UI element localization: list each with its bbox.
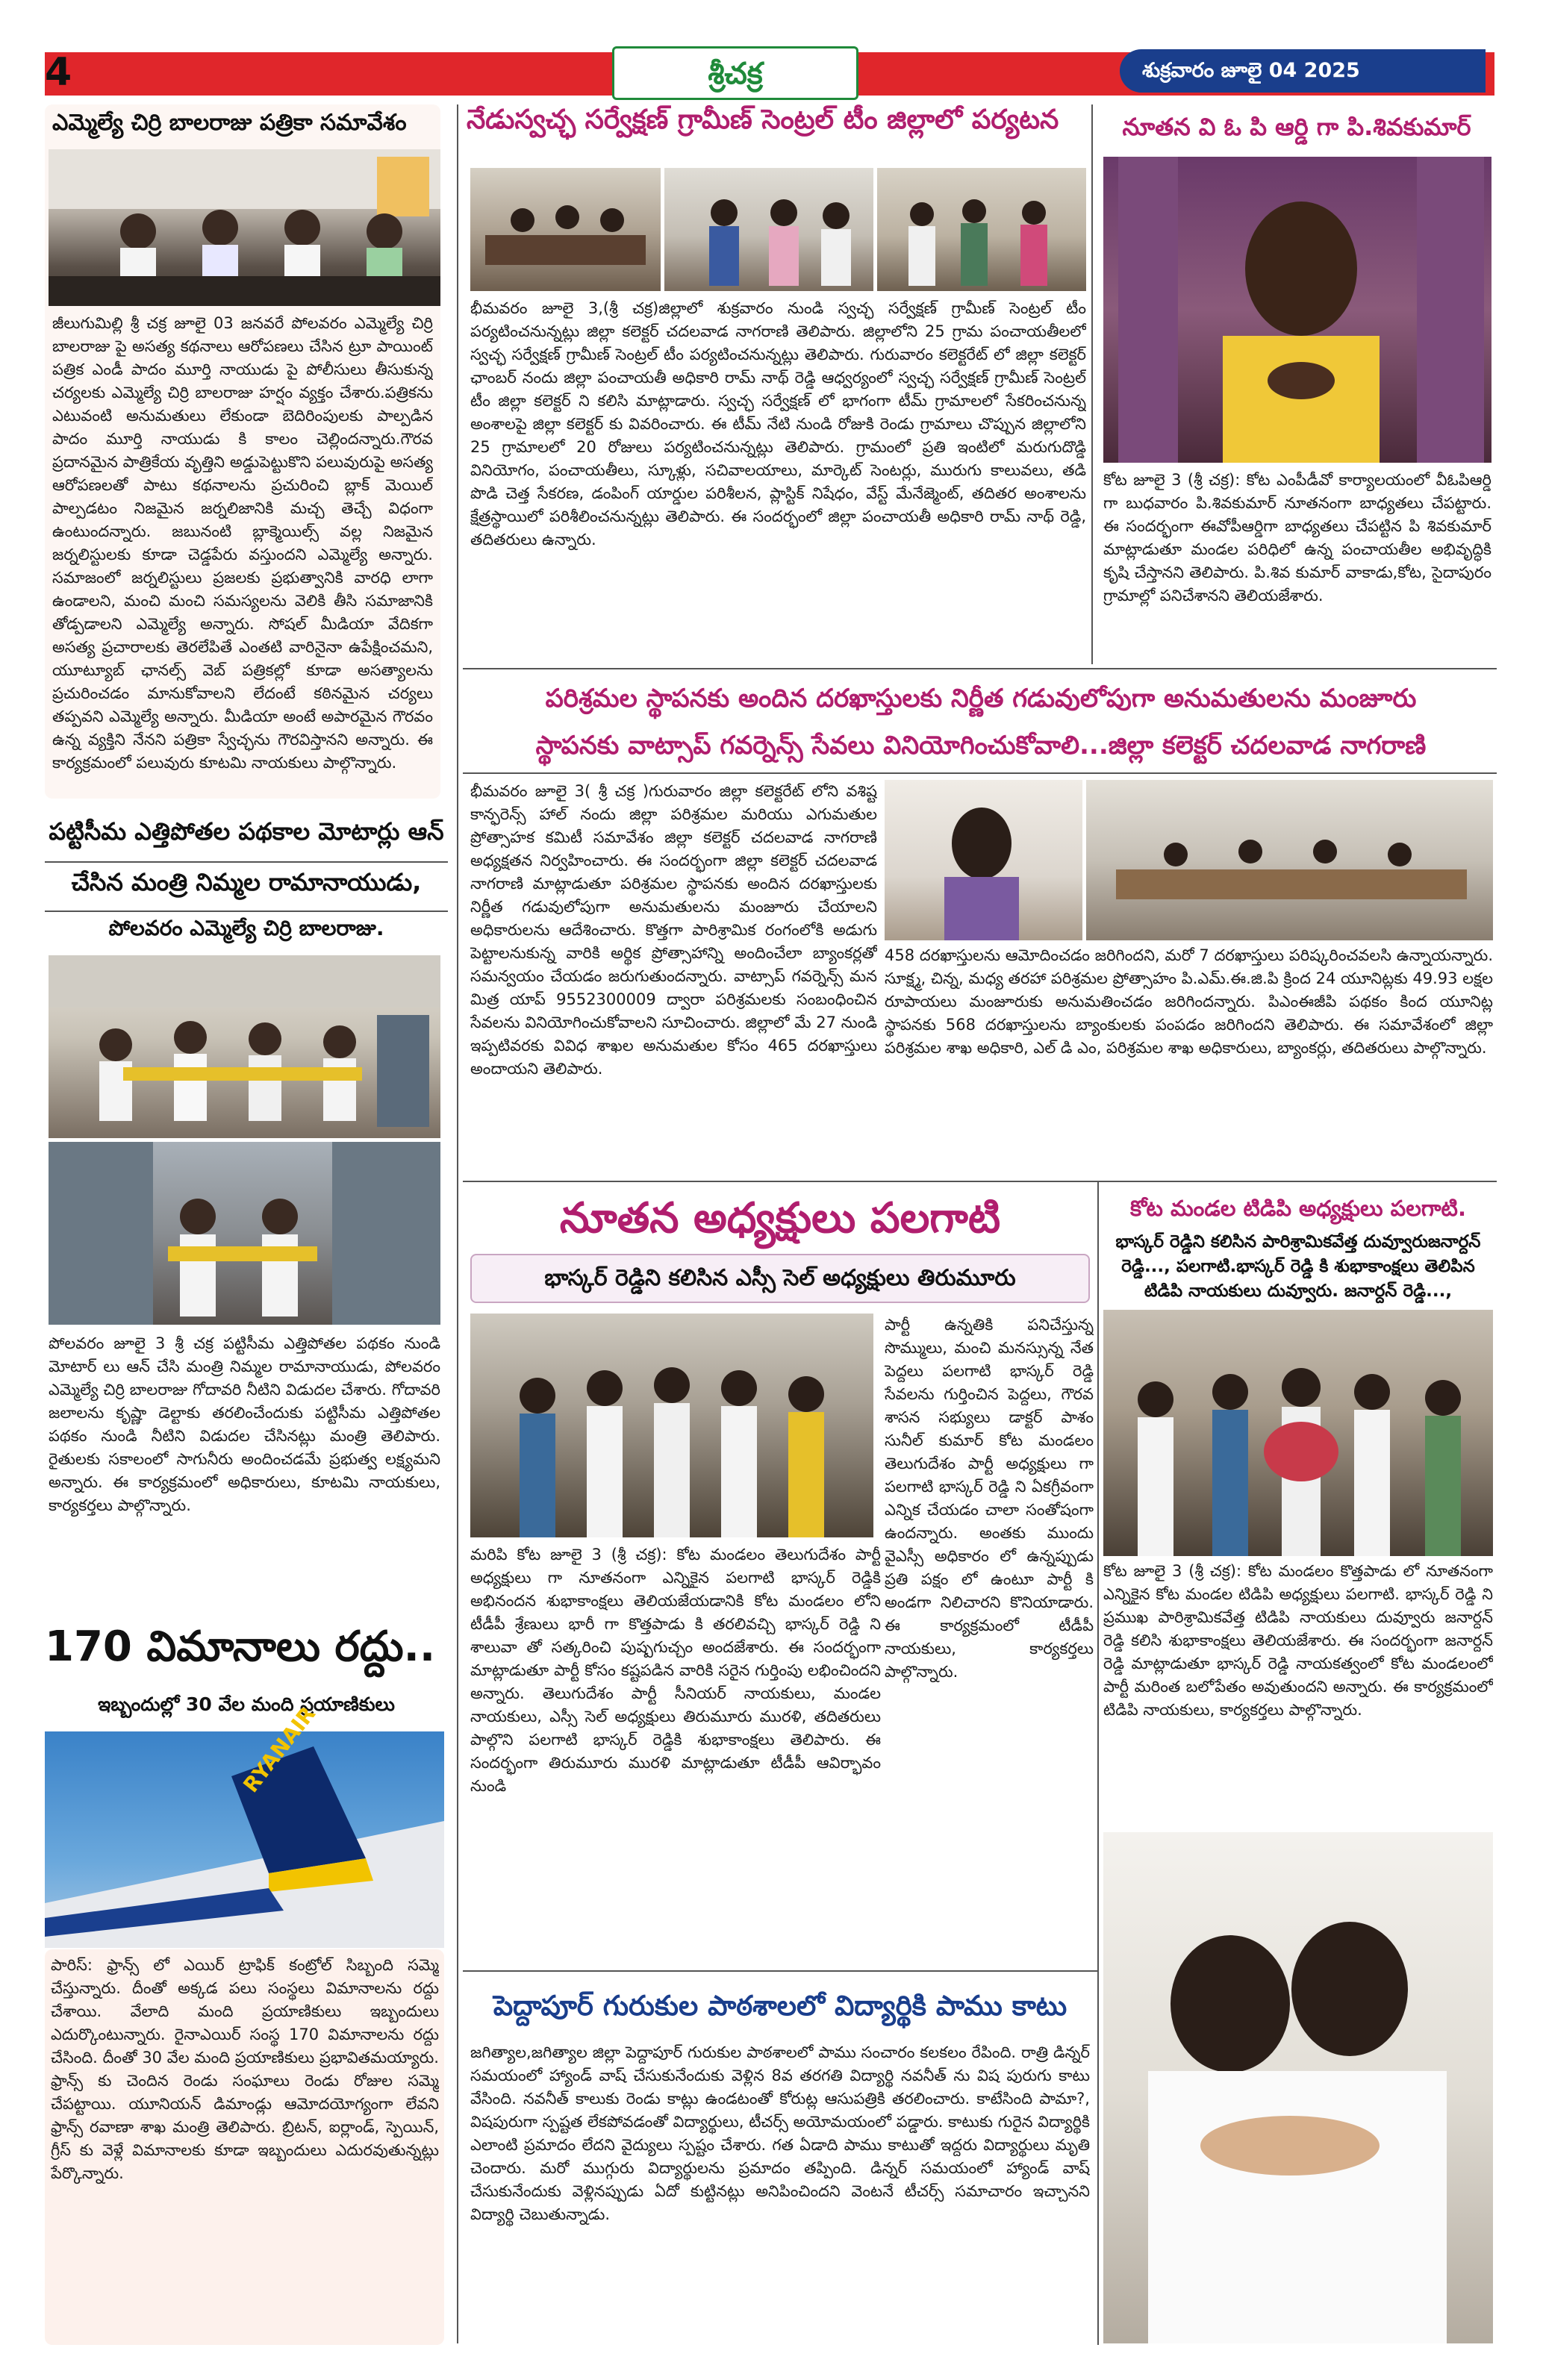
felicitation-illustration	[1103, 1310, 1493, 1556]
pattiseema-photo-1	[49, 955, 440, 1138]
central-team-illustration-1	[470, 168, 661, 291]
greeting-illustration	[470, 1314, 873, 1537]
headline: నూతన అధ్యక్షులు పలగాటి	[559, 1194, 1001, 1243]
masthead-logo: శ్రీచక్ర	[708, 56, 763, 91]
divider	[463, 1970, 1097, 1972]
headline: 170 విమానాలు రద్దు..	[45, 1623, 436, 1671]
headline-line-2: స్థాపనకు వాట్సాప్ గవర్నెన్స్ సేవలు వినియోగించుకోవాలి...జిల్లా కలెక్టర్ చదలవాడ నాగరాణి	[535, 731, 1427, 760]
headline: పెద్దాపూర్ గురుకుల పాఠశాలలో విద్యార్థికి పాము కాటు	[493, 1990, 1067, 2022]
article-body: భీమవరం జూలై 3( శ్రీ చక్ర )గురువారం జిల్లా కలెక్టరేట్ లోని వశిష్ట కాన్ఫరెన్స్ హాల్ నందు జిల్లా పరిశ్రమల మరియు ఎగుమతుల ప్రోత్సాహక కమిటీ సమావేశం జిల్లా కలెక్టర్ చదలవాడ నాగరాణి అధ్యక్షతన నిర్వహించారు. ఈ సందర్భంగా జిల్లా కలెక్టర్ చదలవాడ నాగరాణి మాట్లాడుతూ పరిశ్రమల స్థాపనకు అందిన దరఖాస్తులకు నిర్ణీత గడువులోపుగా అనుమతులను మంజూరు చేయాలని అధికారులను ఆదేశించారు. కొత్తగా పారిశ్రామిక రంగంలోకి అడుగు పెట్టాలనుకున్న వారికి అర్థిక ప్రోత్సాహాన్ని అందించేలా బ్యాంకర్లతో సమన్వయం చేయడం జరుగుతుందన్నారు. వాట్సాప్ గవర్నెన్స్ మన మిత్ర యాప్ 9552300009 ద్వారా పరిశ్రమలకు సంబంధించిన సేవలను వినియోగించుకోవాలని సూచించారు. జిల్లాలో మే 27 నుండి ఇప్పటివరకు వివిధ శాఖల అనుమతుల కోసం 465 దరఖాస్తులు అందాయని తెలిపారు.	[470, 782, 877, 1078]
siva-kumar-illustration	[1103, 157, 1491, 463]
article-body: జగిత్యాల,జగిత్యాల జిల్లా పెద్దాపూర్ గురుకుల పాఠశాలలో పాము సంచారం కలకలం రేపింది. రాత్రి డిన్నర్ సమయంలో హ్యాండ్ వాష్ చేసుకునేందుకు వెళ్లిన 8వ తరగతి విద్యార్థి నవనీత్ ను విష పురుగు కాటు వేసింది. నవనీత్ కాలుకు రెండు కాట్లు ఉండటంతో కోరుట్ల ఆసుపత్రికి తరలించారు. కాటేసింది పామా?, విషపురుగా స్పష్టత లేకపోవడంతో విద్యార్థులు, టీచర్స్ అయోమయంలో పడ్డారు. కాటుకు గురైన విద్యార్థికి ఎలాంటి ప్రమాదం లేదని వైద్యులు స్పష్టం చేశారు. గత ఏడాది పాము కాటుతో ఇద్దరు విద్యార్థులు మృతి చెందారు. మరో ముగ్గురు విద్యార్థులను ప్రమాదం తప్పింది. డిన్నర్ సమయంలో హ్యాండ్ వాష్ చేసుకునేందుకు వెళ్లినప్పుడు ఏదో కుట్టినట్లు అనిపించిందని వెంటనే టీచర్స్ సమాచారం ఇచ్చానని విద్యార్థి చెబుతున్నాడు.	[470, 2043, 1090, 2223]
embrace-photo	[1103, 1832, 1493, 2343]
central-team-photo-2	[664, 168, 873, 291]
divider	[45, 861, 448, 863]
siva-kumar-photo	[1103, 157, 1491, 463]
deck: భాస్కర్ రెడ్డిని కలిసిన పారిశ్రామికవేత్త దువ్వూరుజనార్దన్ రెడ్డి..., పలగాటి.భాస్కర్ రెడ్డి కి శుభాకాంక్షలు తెలిపిన టిడిపి నాయకులు దువ్వూరు. జనార్దన్ రెడ్డి...,	[1115, 1232, 1481, 1301]
greeting-photo	[470, 1314, 873, 1537]
headline-line-2: చేసిన మంత్రి నిమ్మల రామానాయుడు,	[71, 869, 422, 896]
headline: ఎమ్మెల్యే చిర్రి బాలరాజు పత్రికా సమావేశం	[52, 110, 407, 136]
divider	[463, 668, 1497, 669]
press-meet-photo	[49, 149, 440, 306]
felicitation-photo	[1103, 1310, 1493, 1556]
article-body: కోట జూలై 3 (శ్రీ చక్ర): కోట మండలం కొత్తపాడు లో నూతనంగా ఎన్నికైన కోట మండల టిడిపి అధ్యక్షులు పలగాటి. భాస్కర్ రెడ్డి ని ప్రముఖ పారిశ్రామికవేత్త టిడిపి నాయకులు దువ్వూరు జనార్దన్ రెడ్డి కలిసి శుభాకాంక్షలు తెలియజేశారు. ఈ సందర్భంగా జనార్దన్ రెడ్డి మాట్లాడుతూ భాస్కర్ రెడ్డి నాయకత్వంలో కోట మండలంలో పార్టీ మరింత బలోపేతం అవుతుందని అన్నారు. ఈ కార్యక్రమంలో టిడిపి నాయకులు, కార్యకర్తలు పాల్గొన్నారు.	[1103, 1562, 1493, 1719]
article-body: 458 దరఖాస్తులను ఆమోదించడం జరిగిందని, మరో 7 దరఖాస్తులు పరిష్కరించవలసి ఉన్నాయన్నారు. సూక్ష్మ, చిన్న, మధ్య తరహా పరిశ్రమల ప్రోత్సాహం పి.ఎమ్.ఈ.జి.పి క్రింద 24 యూనిట్లకు 49.93 లక్షల రూపాయలు మంజూరుకు అనుమతించడం జరిగిందన్నారు. పిఎంఈజీపి పథకం కింద యూనిట్ల స్థాపనకు 568 దరఖాస్తులను బ్యాంకులకు పంపడం జరిగిందని తెలిపారు. ఈ సమావేశంలో జిల్లా పరిశ్రమల శాఖ అధికారి, ఎల్ డి ఎం, పరిశ్రమల శాఖ అధికారులు, బ్యాంకర్లు, తదితరులు పాల్గొన్నారు.	[885, 946, 1493, 1057]
meeting-hall-photo	[1086, 780, 1493, 940]
central-team-photo-3	[877, 168, 1086, 291]
article-body: పోలవరం జూలై 3 శ్రీ చక్ర పట్టిసీమ ఎత్తిపోతల పథకం నుండి మోటార్ లు ఆన్ చేసి మంత్రి నిమ్మల రామానాయుడు, పోలవరం ఎమ్మెల్యే చిర్రి బాలరాజు గోదావరి నీటిని విడుదల చేశారు. గోదావరి జలాలను కృష్ణా డెల్టాకు తరలించేందుకు పట్టిసీమ ఎత్తిపోతల పథకం నుండి నీటిని విడుదల చేసినట్లు మంత్రి తెలిపారు. రైతులకు సకాలంలో సాగునీరు అందించడమే ప్రభుత్వ లక్ష్యమని అన్నారు. ఈ కార్యక్రమంలో అధికారులు, కూటమి నాయకులు, కార్యకర్తలు పాల్గొన్నారు.	[49, 1334, 440, 1514]
divider	[45, 911, 448, 912]
airline-name: RYANAIR	[238, 1702, 321, 1798]
central-team-photo-1	[470, 168, 661, 291]
collector-illustration	[885, 780, 1082, 940]
central-team-illustration-3	[877, 168, 1086, 291]
subhead: భాస్కర్ రెడ్డిని కలిసిన ఎస్సీ సెల్ అధ్యక్షులు తిరుమూరు	[544, 1265, 1016, 1291]
pattiseema-illustration-1	[49, 955, 440, 1138]
divider	[463, 1181, 1497, 1182]
headline: నేడుస్వచ్ఛ సర్వేక్షణ్ గ్రామీణ్ సెంట్రల్ టీం జిల్లాలో పర్యటన	[467, 104, 1059, 135]
collector-photo	[885, 780, 1082, 940]
column-divider	[457, 104, 458, 2343]
pattiseema-illustration-2	[49, 1142, 440, 1325]
press-meet-illustration	[49, 149, 440, 306]
headline-line-3: పోలవరం ఎమ్మెల్యే చిర్రి బాలరాజు.	[108, 916, 384, 940]
masthead-date: శుక్రవారం జూలై 04 2025	[1142, 59, 1360, 82]
headline-line-1: పరిశ్రమల స్థాపనకు అందిన దరఖాస్తులకు నిర్ణీత గడువులోపుగా అనుమతులను మంజూరు	[545, 684, 1417, 713]
subhead: ఇబ్బందుల్లో 30 వేల మంది ప్రయాణికులు	[98, 1694, 395, 1715]
pattiseema-photo-2	[49, 1142, 440, 1325]
headline: కోట మండల టిడిపి అధ్యక్షులు పలగాటి.	[1130, 1196, 1466, 1221]
headline-line-1: పట్టిసీమ ఎత్తిపోతల పథకాల మోటార్లు ఆన్	[49, 818, 444, 846]
article-body: జీలుగుమిల్లి శ్రీ చక్ర జూలై 03 జనవరే పోలవరం ఎమ్మెల్యే చిర్రి బాలరాజు పై అసత్య కథనాలు ఆరోపణలు చేసిన ట్రూ పాయింట్ పత్రిక ఎండీ పాదం మూర్తి నాయుడు పై పోలీసులు తీసుకున్న చర్యలకు ఎమ్మెల్యే చిర్రి బాలరాజు హర్షం వ్యక్తం చేశారు.పత్రికను ఎటువంటి అనుమతులు లేకుండా బెదిరింపులకు పాల్పడిన పాదం మూర్తి నాయుడు కి కాలం చెల్లిందన్నారు.గౌరవ ప్రదానమైన పాత్రికేయ వృత్తిని అడ్డుపెట్టుకొని పలువురుపై అసత్య ఆరోపణలతో పాటు కథనాలను ప్రచురించి బ్లాక్ మెయిల్ పాల్పడటం నిజమైన జర్నలిజానికి మచ్చ తెచ్చే విధంగా ఉంటుందన్నారు. జబునంటి బ్లాక్మెయిల్స్ వల్ల నిజమైన జర్నలిస్టులకు కూడా చెడ్డపేరు వస్తుందని ఎమ్మెల్యే అన్నారు. సమాజంలో జర్నలిస్టులు ప్రజలకు ప్రభుత్వానికి వారధి లాగా ఉండాలని, మంచి మంచి సమస్యలను వెలికి తీసి సమాజానికి తోడ్పడాలని ఎమ్మెల్యే అన్నారు. సోషల్ మీడియా వేదికగా అసత్య ప్రచారాలకు తెరలేపితే ఎంతటి వారినైనా ఉపేక్షించమని, యూట్యూబ్ ఛానల్స్ వెబ్ పత్రికల్లో కూడా అసత్యాలను ప్రచురించడం మానుకోవాలని లేదంటే కఠినమైన చర్యలు తప్పవని ఎమ్మెల్యే అన్నారు. మీడియా అంటే అపారమైన గౌరవం ఉన్న వ్యక్తిని నేనని పత్రికా స్వేచ్ఛను గౌరవిస్తానని అన్నారు. ఈ కార్యక్రమంలో పలువురు కూటమి నాయకులు పాల్గొన్నారు.	[52, 314, 433, 772]
ryanair-illustration	[45, 1731, 444, 1948]
article-body: మరిపి కోట జూలై 3 (శ్రీ చక్ర): కోట మండలం తెలుగుదేశం పార్టీ అధ్యక్షులు గా నూతనంగా ఎన్నికైన పలగాటి భాస్కర్ రెడ్డికి అభినందన శుభాకాంక్షలు తెలియజేయడానికి కోట మండలం లోని టీడీపీ శ్రేణులు భారీ గా కొత్తపాడు కి తరలివచ్చి భాస్కర్ రెడ్డి ని శాలువా తో సత్కరించి పుష్పగుచ్చం అందజేశారు. ఈ సందర్భంగా మాట్లాడుతూ పార్టీ కోసం కష్టపడిన వారికి సరైన గుర్తింపు లభించిందని అన్నారు. తెలుగుదేశం పార్టీ సీనియర్ నాయకులు, మండల నాయకులు, ఎస్సీ సెల్ అధ్యక్షులు తిరుమూరు మురళి, తదితరులు పాల్గొని పలగాటి భాస్కర్ రెడ్డికి శుభాకాంక్షలు తెలిపారు. ఈ సందర్భంగా తిరుమూరు మురళి మాట్లాడుతూ టీడీపీ ఆవిర్భావం నుండి	[470, 1546, 881, 1795]
column-divider	[1091, 104, 1093, 664]
article-body: కోట జూలై 3 (శ్రీ చక్ర): కోట ఎంపీడీవో కార్యాలయంలో వీఓపిఆర్డి గా బుధవారం పి.శివకుమార్ నూతనంగా బాధ్యతలు చేపట్టారు. ఈ సందర్భంగా ఈవోపీఆర్డిగా బాధ్యతలు చేపట్టిన పి శివకుమార్ మాట్లాడుతూ మండల పరిధిలో ఉన్న పంచాయతీల అభివృద్ధికి కృషి చేస్తానని తెలిపారు. పి.శివ కుమార్ వాకాడు,కోట, సైదాపురం గ్రామాల్లో పనిచేశానని తెలియజేశారు.	[1103, 471, 1491, 605]
ryanair-photo	[45, 1731, 444, 1948]
page-number: 4	[45, 50, 72, 95]
headline: నూతన వి ఓ పి ఆర్డి గా పి.శివకుమార్	[1122, 113, 1471, 141]
article-body: పార్టీ ఉన్నతికి పనిచేస్తున్న సొమ్ములు, మంచి మనస్సున్న నేత పెద్దలు పలగాటి భాస్కర్ రెడ్డి సేవలను గుర్తించిన పెద్దలు, గౌరవ శాసన సభ్యులు డాక్టర్ పాశం సునీల్ కుమార్ కోట మండలం తెలుగుదేశం పార్టీ అధ్యక్షులు గా పలగాటి భాస్కర్ రెడ్డి ని ఏకగ్రీవంగా ఎన్నిక చేయడం చాలా సంతోషంగా ఉందన్నారు. అంతకు ముందు వైఎస్సీ అధికారం లో ఉన్నప్పుడు ప్రతి పక్షం లో ఉంటూ పార్టీ కి అండగా నిలిచారని కొనియాడారు. ఈ కార్యక్రమంలో టీడీపీ నాయకులు, కార్యకర్తలు పాల్గొన్నారు.	[885, 1316, 1094, 1681]
embrace-illustration	[1103, 1832, 1493, 2343]
article-body: పారిస్: ఫ్రాన్స్ లో ఎయిర్ ట్రాఫిక్ కంట్రోల్ సిబ్బంది సమ్మె చేస్తున్నారు. దీంతో అక్కడ పలు సంస్థలు విమానాలను రద్దు చేశాయి. వేలాది మంది ప్రయాణికులు ఇబ్బందులు ఎదుర్కొంటున్నారు. రైనాఎయిర్ సంస్థ 170 విమానాలను రద్దు చేసింది. దీంతో 30 వేల మంది ప్రయాణికులు ప్రభావితమయ్యారు. ఫ్రాన్స్ కు చెందిన రెండు సంఘాలు రెండు రోజుల సమ్మె చేపట్టాయి. యూనియన్ డిమాండ్లు ఆమోదయోగ్యంగా లేవని ఫ్రాన్స్ రవాణా శాఖ మంత్రి తెలిపారు. బ్రిటన్, ఐర్లాండ్, స్పెయిన్, గ్రీస్ కు వెళ్లే విమానాలకు కూడా ఇబ్బందులు ఎదురవుతున్నట్లు పేర్కొన్నారు.	[51, 1956, 439, 2182]
central-team-illustration-2	[664, 168, 873, 291]
meeting-hall-illustration	[1086, 780, 1493, 940]
column-divider	[1097, 1181, 1099, 2345]
divider	[463, 772, 1497, 774]
article-body: భీమవరం జూలై 3,(శ్రీ చక్ర)జిల్లాలో శుక్రవారం నుండి స్వచ్ఛ సర్వేక్షణ్ గ్రామీణ్ సెంట్రల్ టీం పర్యటించనున్నట్లు జిల్లా కలెక్టర్ చదలవాడ నాగరాణి తెలిపారు. జిల్లాలోని 25 గ్రామ పంచాయతీలలో స్వచ్ఛ సర్వేక్షణ్ గ్రామీణ్ సెంట్రల్ టీం పర్యటించనున్నట్లు తెలిపారు. గురువారం కలెక్టరేట్ లో జిల్లా కలెక్టర్ ఛాంబర్ నందు జిల్లా పంచాయతీ అధికారి రామ్ నాథ్ రెడ్డి ఆధ్వర్యంలో స్వచ్ఛ సర్వేక్షణ్ గ్రామీణ్ సెంట్రల్ టీం జిల్లా కలెక్టర్ ని కలిసి మాట్లాడారు. స్వచ్ఛ సర్వేక్షణ్ లో భాగంగా టీమ్ గ్రామాలలో సేకరించనున్న అంశాలపై జిల్లా కలెక్టర్ కు వివరించారు. ఈ టీమ్ నేటి నుండి రోజుకి రెండు గ్రామాలు చొప్పున జిల్లాలోని 25 గ్రామాలలో 20 రోజులు పర్యటించనున్నట్లు తెలిపారు. గ్రామంలో ప్రతి ఇంటిలో మరుగుదొడ్డి వినియోగం, పంచాయతీలు, స్కూళ్లు, సచివాలయాలు, మార్కెట్ సెంటర్లు, మురుగు కాలువలు, తడి పొడి చెత్త సేకరణ, డంపింగ్ యార్డుల పరిశీలన, ప్లాస్టిక్ నిషేధం, వేస్ట్ మేనేజ్మెంట్, తదితర అంశాలను క్షేత్రస్థాయిలో పరిశీలించనున్నట్లు తెలిపారు. ఈ సందర్భంలో జిల్లా పంచాయతీ అధికారి రామ్ నాథ్ రెడ్డి, తదితరులు ఉన్నారు.	[470, 299, 1086, 549]
